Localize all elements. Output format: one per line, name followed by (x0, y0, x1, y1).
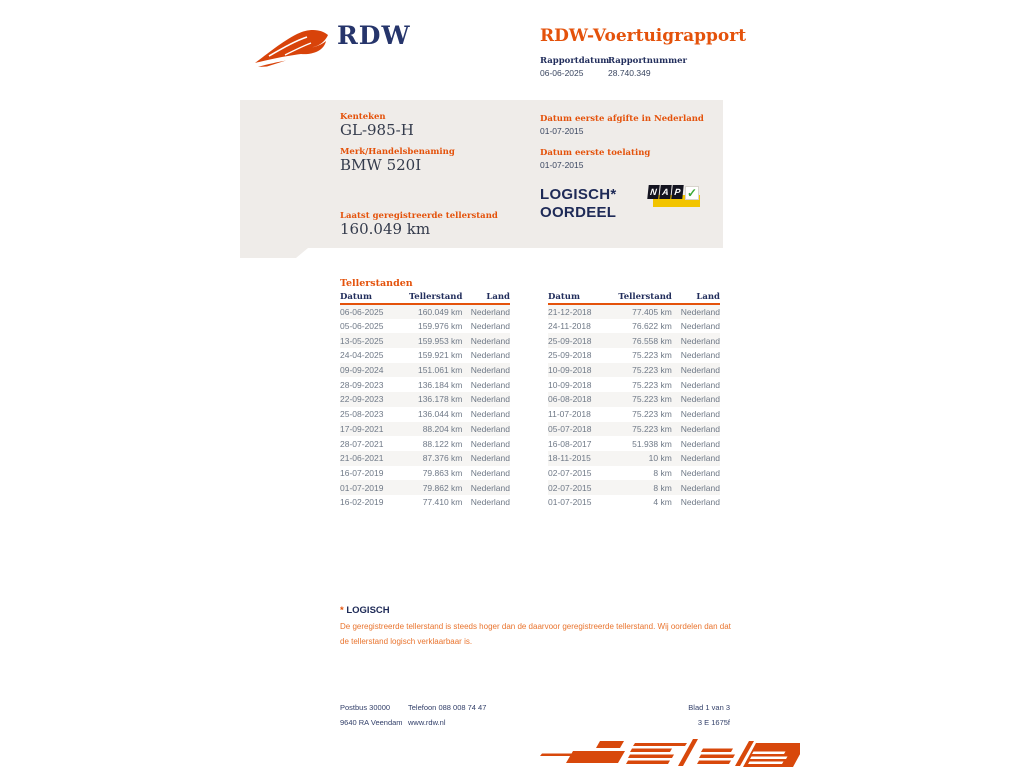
oordeel-line1: LOGISCH* (540, 186, 617, 203)
cell-land: Nederland (470, 453, 510, 464)
cell-tellerstand: 151.061 km (417, 365, 463, 376)
cell-tellerstand: 88.122 km (422, 438, 463, 449)
footer-doc-code: 3 E 1675f (697, 718, 730, 727)
cell-land: Nederland (470, 423, 510, 434)
cell-datum: 18-11-2015 (548, 453, 591, 464)
cell-datum: 16-07-2019 (340, 467, 384, 478)
table-row (548, 466, 720, 481)
report-number-label: Rapportnummer (608, 56, 687, 66)
cell-tellerstand: 8 km (653, 482, 672, 493)
footer-address (340, 700, 403, 730)
cell-tellerstand: 10 km (648, 453, 672, 464)
cell-tellerstand: 136.178 km (417, 394, 463, 405)
table-row (548, 377, 720, 392)
cell-land: Nederland (470, 394, 510, 405)
cell-tellerstand: 79.863 km (422, 467, 463, 478)
cell-datum: 21-12-2018 (548, 306, 592, 317)
cell-land: Nederland (680, 321, 720, 332)
cell-land: Nederland (470, 321, 510, 332)
cell-datum: 09-09-2024 (340, 365, 384, 376)
cell-tellerstand: 75.223 km (632, 350, 672, 361)
cell-tellerstand: 77.405 km (632, 306, 672, 317)
table-row (340, 348, 510, 363)
cell-land: Nederland (680, 453, 720, 464)
afgifte-value: 01-07-2015 (540, 126, 584, 136)
footer-postbus: Postbus 30000 (340, 703, 391, 712)
nap-letter-a: A (659, 185, 671, 199)
cell-land: Nederland (680, 365, 720, 376)
cell-datum: 11-07-2018 (548, 409, 591, 420)
cell-datum: 17-09-2021 (340, 423, 384, 434)
cell-land: Nederland (470, 409, 510, 420)
cell-datum: 21-06-2021 (340, 453, 384, 464)
toelating-value: 01-07-2015 (540, 160, 584, 170)
cell-datum: 24-04-2025 (340, 350, 384, 361)
table-row (340, 495, 510, 510)
cell-land: Nederland (470, 306, 510, 317)
cell-tellerstand: 75.223 km (632, 394, 672, 405)
rdw-logo-text: RDW (337, 21, 411, 50)
header-land: Land (672, 291, 720, 304)
table-header-row (340, 291, 510, 304)
cell-land: Nederland (680, 335, 720, 346)
tellerstanden-title: Tellerstanden (340, 278, 413, 289)
cell-datum: 02-07-2015 (548, 467, 592, 478)
tellerstanden-table-left (340, 291, 510, 510)
cell-tellerstand: 79.862 km (422, 482, 463, 493)
table-row (548, 451, 720, 466)
cell-tellerstand: 76.622 km (632, 321, 672, 332)
cell-land: Nederland (470, 497, 510, 508)
cell-datum: 16-02-2019 (340, 497, 384, 508)
cell-datum: 05-06-2025 (340, 321, 384, 332)
table-row (340, 480, 510, 495)
table-row (548, 407, 720, 422)
table-row (340, 363, 510, 378)
cell-tellerstand: 4 km (653, 497, 672, 508)
cell-tellerstand: 159.921 km (417, 350, 463, 361)
cell-land: Nederland (680, 497, 720, 508)
table-row (340, 392, 510, 407)
cell-datum: 02-07-2015 (548, 482, 592, 493)
rdw-wing-logo-icon (253, 22, 333, 70)
cell-datum: 25-08-2023 (340, 409, 384, 420)
table-row (548, 348, 720, 363)
cell-land: Nederland (470, 438, 510, 449)
footer-contact (408, 700, 486, 730)
table-row (548, 422, 720, 437)
table-row (340, 422, 510, 437)
cell-datum: 06-06-2025 (340, 306, 384, 317)
footnote-title (340, 605, 390, 616)
footer-page-info (688, 700, 730, 730)
table-row (340, 407, 510, 422)
table-row (548, 304, 720, 319)
table-row (548, 333, 720, 348)
toelating-label: Datum eerste toelating (540, 148, 651, 158)
footer-page-number: Blad 1 van 3 (688, 703, 730, 712)
table-row (340, 451, 510, 466)
cell-land: Nederland (680, 409, 720, 420)
cell-land: Nederland (680, 379, 720, 390)
cell-datum: 25-09-2018 (548, 350, 592, 361)
footnote-text: De geregistreerde tellerstand is steeds hoger dan de daarvoor geregistreerde tellerstand. Wij oordelen dan dat de tellerstand logisch verklaarbaar is. (340, 622, 731, 646)
afgifte-label: Datum eerste afgifte in Nederland (540, 114, 704, 124)
table-row (548, 480, 720, 495)
nap-logo (648, 185, 700, 209)
cell-datum: 13-05-2025 (340, 335, 384, 346)
table-row (340, 319, 510, 334)
table-row (548, 436, 720, 451)
rdw-wing-footer-graphic (538, 737, 800, 767)
cell-tellerstand: 75.223 km (632, 423, 672, 434)
table-row (340, 377, 510, 392)
tellerstanden-table-right (548, 291, 720, 510)
table-row (340, 436, 510, 451)
kenteken-value: GL-985-H (340, 121, 414, 139)
cell-land: Nederland (680, 423, 720, 434)
cell-tellerstand: 88.204 km (422, 423, 463, 434)
cell-land: Nederland (680, 394, 720, 405)
report-number-value: 28.740.349 (608, 68, 651, 78)
table-row (548, 495, 720, 510)
table-row (548, 392, 720, 407)
cell-tellerstand: 8 km (653, 467, 672, 478)
cell-tellerstand: 136.044 km (417, 409, 463, 420)
nap-letter-p: P (671, 185, 683, 199)
cell-land: Nederland (680, 438, 720, 449)
report-title: RDW-Voertuigrapport (540, 26, 747, 46)
merk-label: Merk/Handelsbenaming (340, 147, 455, 157)
nap-letter-n: N (647, 185, 659, 199)
cell-land: Nederland (470, 379, 510, 390)
footer-website-link[interactable]: www.rdw.nl (408, 718, 446, 727)
cell-datum: 10-09-2018 (548, 365, 592, 376)
tellerstand-label: Laatst geregistreerde tellerstand (340, 211, 498, 221)
cell-tellerstand: 75.223 km (632, 379, 672, 390)
footer-city: 9640 RA Veendam (340, 718, 403, 727)
cell-tellerstand: 76.558 km (632, 335, 672, 346)
cell-datum: 01-07-2015 (548, 497, 592, 508)
cell-tellerstand: 159.953 km (417, 335, 463, 346)
cell-tellerstand: 160.049 km (417, 306, 463, 317)
cell-datum: 22-09-2023 (340, 394, 384, 405)
header-tellerstand: Tellerstand (613, 291, 671, 304)
table-row (340, 304, 510, 319)
report-date-label: Rapportdatum (540, 56, 610, 66)
cell-tellerstand: 87.376 km (422, 453, 463, 464)
oordeel-line2: OORDEEL (540, 204, 617, 221)
header-datum: Datum (340, 291, 405, 304)
footnote-title-text: LOGISCH (343, 605, 390, 616)
table-row (548, 363, 720, 378)
oordeel-text (540, 186, 617, 222)
cell-datum: 05-07-2018 (548, 423, 592, 434)
cell-tellerstand: 75.223 km (632, 365, 672, 376)
table-row (340, 333, 510, 348)
table-row (340, 466, 510, 481)
cell-datum: 06-08-2018 (548, 394, 592, 405)
cell-land: Nederland (680, 467, 720, 478)
table-header-row (548, 291, 720, 304)
cell-land: Nederland (470, 365, 510, 376)
cell-land: Nederland (470, 482, 510, 493)
cell-land: Nederland (470, 350, 510, 361)
cell-datum: 28-07-2021 (340, 438, 384, 449)
cell-datum: 28-09-2023 (340, 379, 384, 390)
header-land: Land (462, 291, 510, 304)
report-date-value: 06-06-2025 (540, 68, 584, 78)
merk-value: BMW 520I (340, 156, 422, 174)
cell-tellerstand: 77.410 km (422, 497, 463, 508)
nap-checkmark-icon: ✓ (686, 186, 698, 200)
cell-tellerstand: 159.976 km (417, 321, 463, 332)
cell-land: Nederland (680, 306, 720, 317)
cell-land: Nederland (680, 350, 720, 361)
cell-tellerstand: 136.184 km (417, 379, 463, 390)
cell-datum: 01-07-2019 (340, 482, 384, 493)
cell-datum: 10-09-2018 (548, 379, 592, 390)
cell-land: Nederland (470, 335, 510, 346)
cell-tellerstand: 51.938 km (632, 438, 672, 449)
header-tellerstand: Tellerstand (405, 291, 463, 304)
footer-phone: Telefoon 088 008 74 47 (408, 703, 487, 712)
tellerstand-value: 160.049 km (340, 220, 431, 238)
cell-land: Nederland (470, 467, 510, 478)
header-datum: Datum (548, 291, 613, 304)
table-row (548, 319, 720, 334)
cell-datum: 25-09-2018 (548, 335, 592, 346)
footnote-asterisk: * (340, 605, 344, 616)
cell-tellerstand: 75.223 km (632, 409, 672, 420)
kenteken-label: Kenteken (340, 112, 386, 122)
cell-land: Nederland (680, 482, 720, 493)
cell-datum: 16-08-2017 (548, 438, 592, 449)
cell-datum: 24-11-2018 (548, 321, 591, 332)
